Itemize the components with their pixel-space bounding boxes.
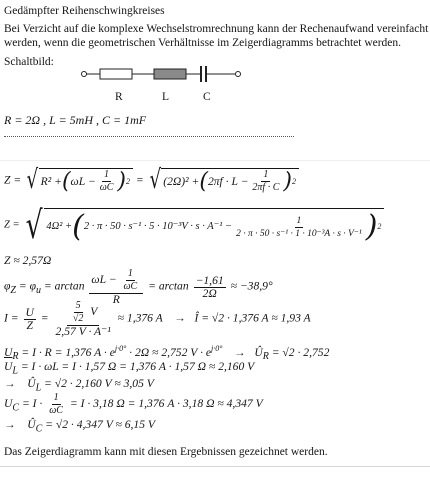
z-general-formula: Z = √ R² + ( ωL − $\frac{1}{\omega C}$ ) 2 = √ (2Ω)² + ( 2πf · L − $\frac{1}{2\pi f \cdot C}$ ) 2 bbox=[4, 168, 299, 194]
page-bottom-rule bbox=[0, 466, 430, 467]
terminal-right bbox=[236, 72, 241, 77]
z-numeric-formula: Z = √ 4Ω² + ( 2 · π · 50 · s⁻¹ · 5 · 10⁻³V · s · A⁻¹ − $\frac{1}{\text{2 · π · 50 · s⁻¹ · 1 · 10⁻³A · s · V⁻¹}}$ ) 2 bbox=[4, 208, 384, 242]
intro-line-1: Bei Verzicht auf die komplexe Wechselstromrechnung kann der Rechenaufwand vereinfacht bbox=[4, 23, 429, 35]
sqrt-2: √ (2Ω)² + ( 2πf · L − $\frac{1}{2\pi f \cdot C}$ ) 2 bbox=[147, 168, 299, 194]
label-r: R bbox=[115, 91, 123, 103]
sqrt-1: √ R² + ( ωL − $\frac{1}{\omega C}$ ) 2 bbox=[24, 168, 133, 194]
ur-formula: $U_R = I \cdot R = 1,376$ $A \cdot e^{j\cdot 0^\circ} \cdot 2\Omega \approx 2,752$ $V \cdot e^{j\cdot 0^\circ}$ → $Û_R = √2 \cdot 2,752$ bbox=[4, 344, 330, 363]
closing-sentence: Das Zeigerdiagramm kann mit diesen Ergebnissen gezeichnet werden. bbox=[4, 446, 328, 458]
terminal-left bbox=[82, 72, 87, 77]
sqrt-3: √ 4Ω² + ( 2 · π · 50 · s⁻¹ · 5 · 10⁻³V · s · A⁻¹ − $\frac{1}{\text{2 · π · 50 · s⁻¹ · 1 · 10⁻³A · s · V⁻¹}}$ ) 2 bbox=[22, 208, 384, 242]
faint-rule bbox=[0, 160, 430, 161]
uc-formula: $U_C = I$ · $\frac{1}{\omega C}$ = I · 3,18 Ω = 1,376 A · 3,18 Ω ≈ 4,347 V bbox=[4, 392, 263, 416]
z-result: Z ≈ 2,57Ω bbox=[4, 254, 52, 267]
label-c: C bbox=[203, 91, 211, 103]
ul-formula: $U_L = I \cdot \omega L = I \cdot 1,57$ Ω = 1,376 A · 1,57 Ω ≈ 2,160 V bbox=[4, 360, 255, 377]
current-formula: I = $\frac{U}{Z}$ = $\frac{5}{√2}$ V 2,57 V · A⁻¹ ≈ 1,376 A → Î = √2 · 1,376 A ≈ 1,93 A bbox=[4, 300, 311, 338]
schematic-label: Schaltbild: bbox=[4, 56, 54, 68]
circuit-schematic bbox=[80, 62, 270, 86]
intro-line-2: werden, wenn die geometrischen Verhältnisse im Zeigerdiagramms betrachtet werden. bbox=[4, 37, 402, 49]
dotted-separator bbox=[4, 136, 294, 137]
resistor-symbol bbox=[100, 69, 132, 79]
ul-hat-formula: → $Û_L = √2 \cdot 2,160$ V ≈ 3,05 V bbox=[4, 377, 154, 394]
inductor-symbol bbox=[154, 69, 186, 79]
uc-hat-formula: → $Û_C = √2 \cdot 4,347$ V ≈ 6,15 V bbox=[4, 418, 155, 435]
phi-formula: $\varphi_Z = \varphi_u = \arctan$ ωL − $\frac{1}{\omega C}$ R = arctan $\frac{-1,61}{2\Omega}$ ≈ −38,9° bbox=[4, 268, 273, 306]
label-l: L bbox=[162, 91, 170, 103]
given-values: R = 2Ω , L = 5mH , C = 1mF bbox=[4, 113, 147, 127]
section-heading: Gedämpfter Reihenschwingkreises bbox=[4, 5, 165, 17]
